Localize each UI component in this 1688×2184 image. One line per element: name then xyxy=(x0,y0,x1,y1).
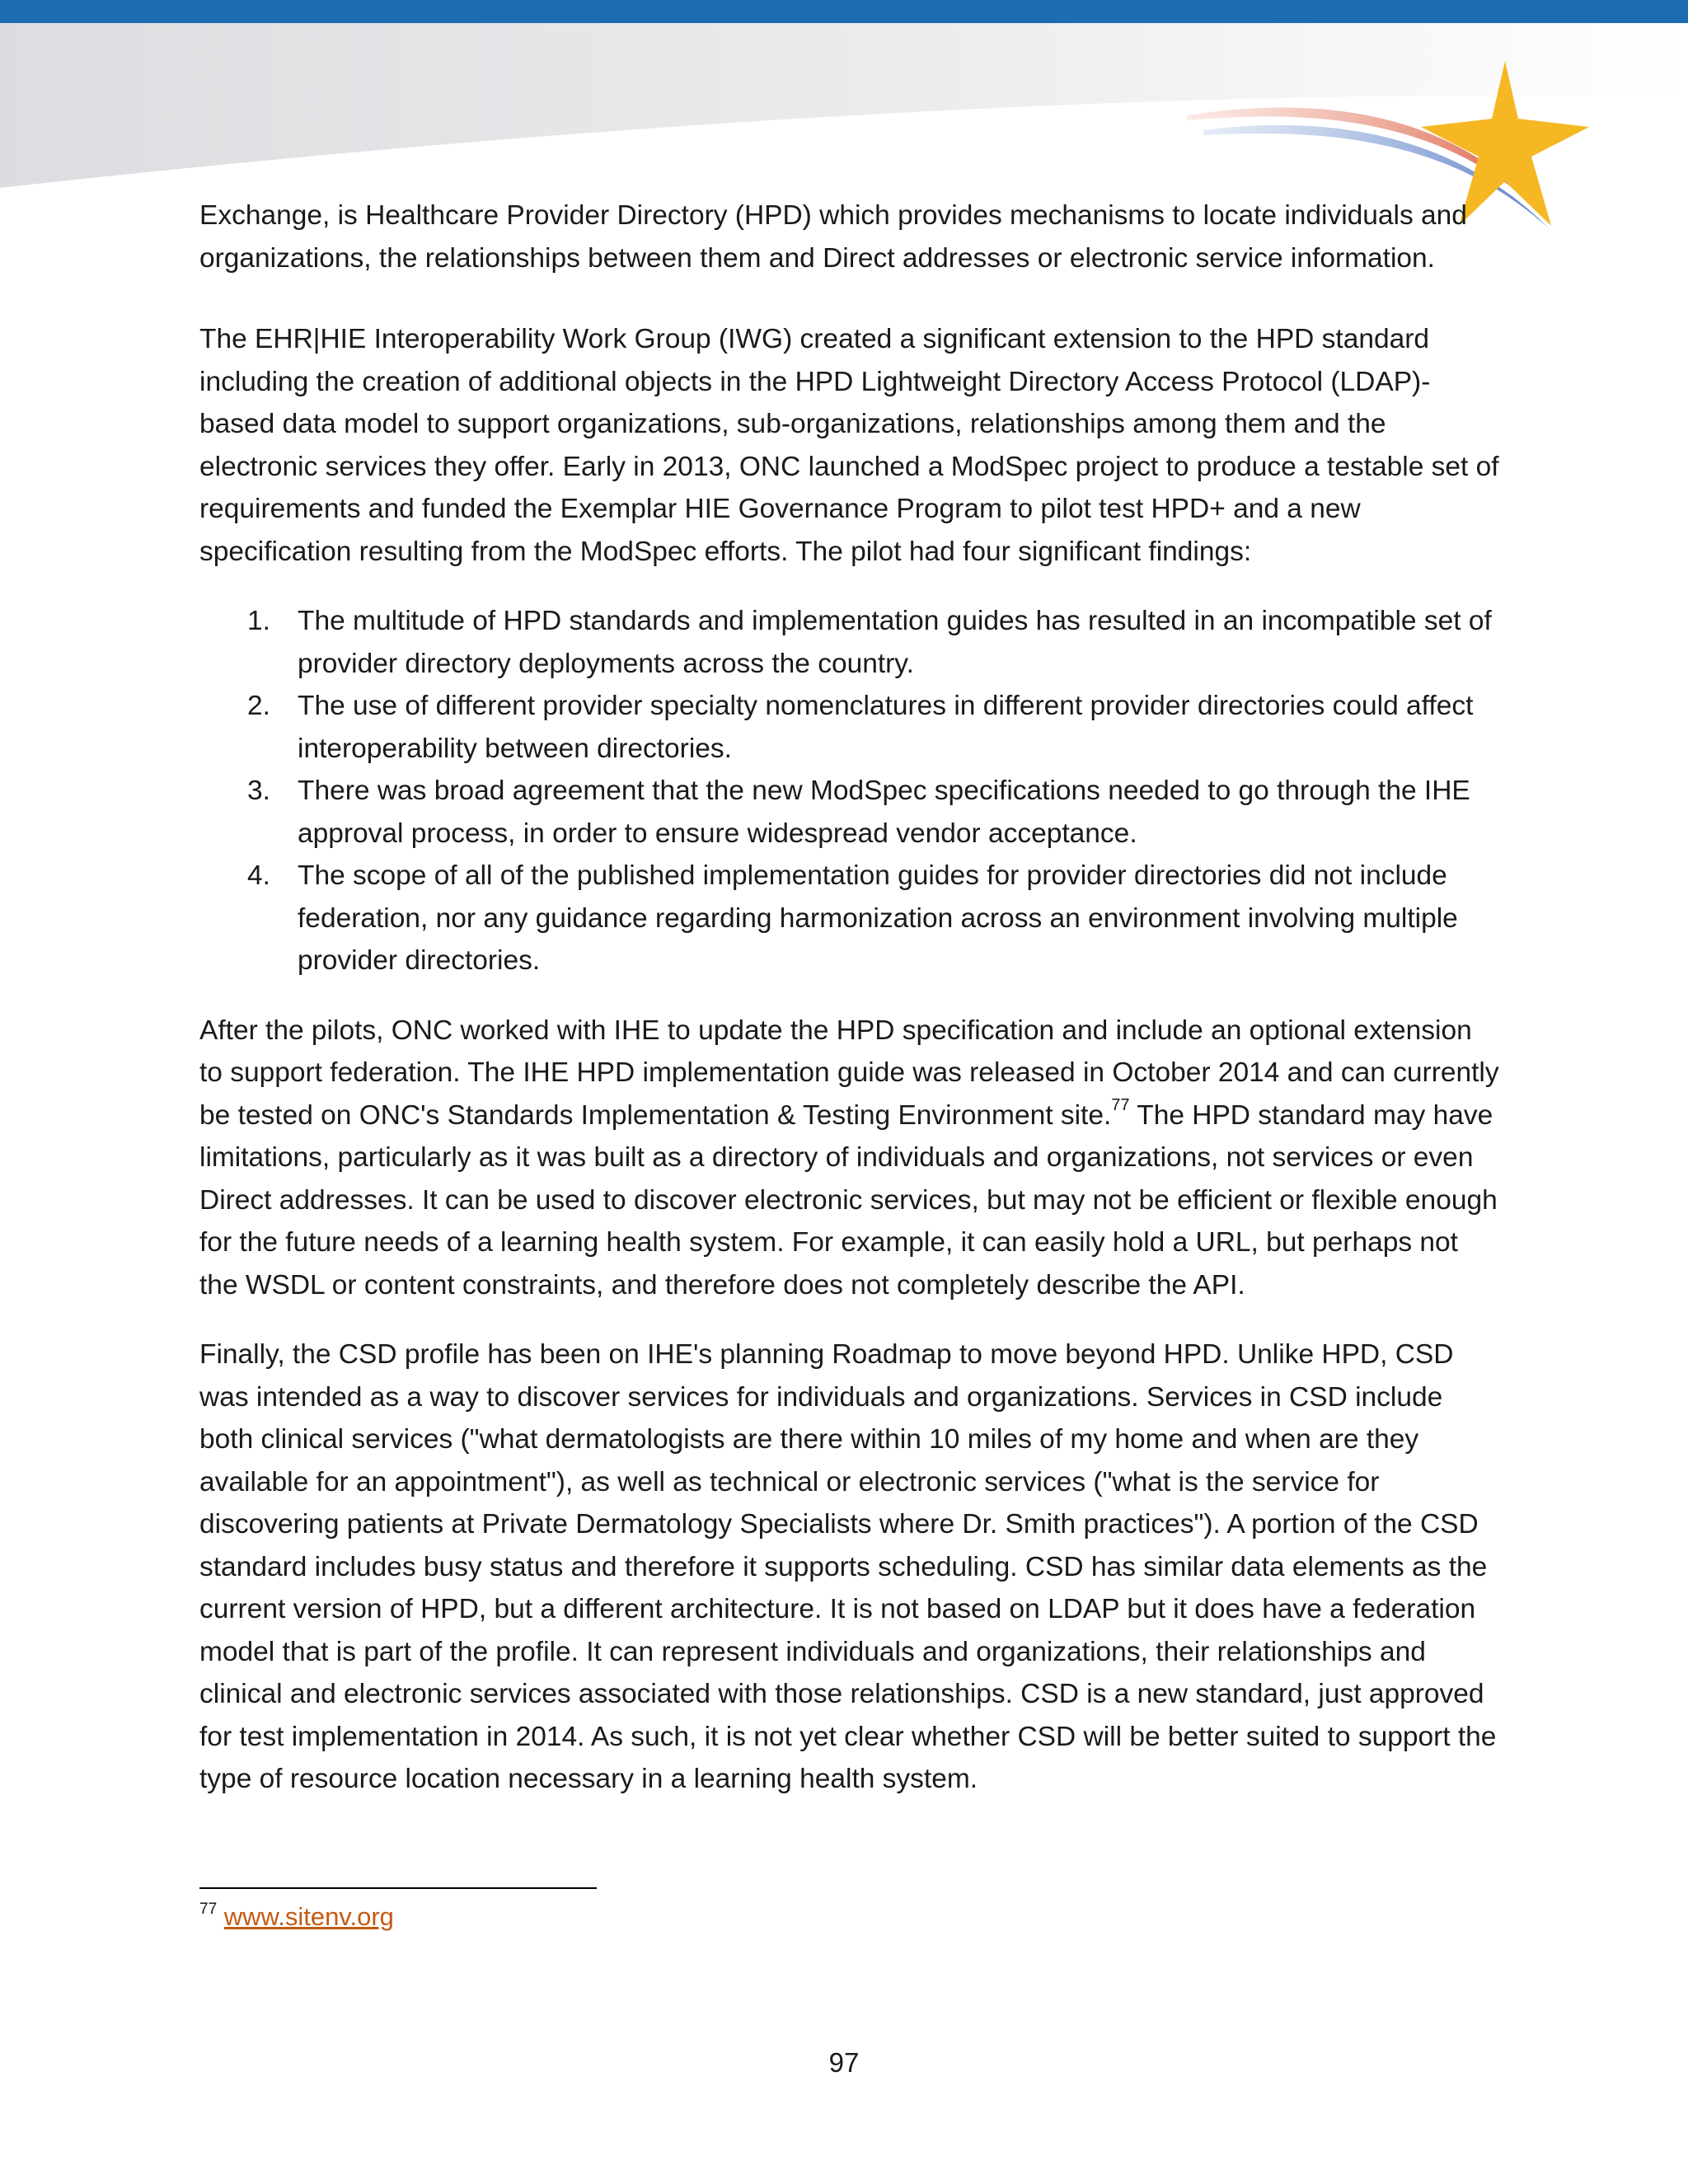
paragraph-hpd-intro: Exchange, is Healthcare Provider Directory (HPD) which provides mechanisms to locate individuals and organizations, the relationships between them and Direct addresses or electronic service information. xyxy=(199,200,1467,274)
document-body xyxy=(199,194,1502,1801)
footnote-divider xyxy=(199,1887,597,1889)
paragraph-csd-profile: Finally, the CSD profile has been on IHE's planning Roadmap to move beyond HPD. Unlike HPD, CSD was intended as a way to discover services for individuals and organizations. Services in CSD include both clinical services ("what dermatologists are there within 10 miles of my home and when are they available for an appointment"), as well as technical or electronic services ("what is the service for discovering patients at Private Dermatology Specialists where Dr. Smith practices"). A portion of the CSD standard includes busy status and therefore it supports scheduling. CSD has similar data elements as the current version of HPD, but a different architecture. It is not based on LDAP but it does have a federation model that is part of the profile. It can represent individuals and organizations, their relationships and clinical and electronic services associated with those relationships. CSD is a new standard, just approved for test implementation in 2014. As such, it is not yet clear whether CSD will be better suited to support the type of resource location necessary in a learning health system. xyxy=(199,1339,1497,1794)
list-item-number: 4. xyxy=(247,860,270,891)
header-top-bar xyxy=(0,0,1688,23)
footnote xyxy=(199,1900,394,1938)
list-item-text: The multitude of HPD standards and implementation guides has resulted in an incompatible set of provider directory deployments across the country. xyxy=(298,606,1492,679)
footnote-link[interactable]: www.sitenv.org xyxy=(223,1902,394,1931)
list-item-text: The scope of all of the published implementation guides for provider directories did not include federation, nor any guidance regarding harmonization across an environment involving multiple provider directories. xyxy=(298,860,1458,976)
paragraph-iwg-extension: The EHR|HIE Interoperability Work Group (IWG) created a significant extension to the HPD standard including the creation of additional objects in the HPD Lightweight Directory Access Protocol (LDAP)-based data model to support organizations, sub-organizations, relationships among them and the electronic services they offer. Early in 2013, ONC launched a ModSpec project to produce a testable set of requirements and funded the Exemplar HIE Governance Program to pilot test HPD+ and a new specification resulting from the ModSpec efforts. The pilot had four significant findings: xyxy=(199,324,1499,567)
footnote-reference[interactable]: 77 xyxy=(1111,1096,1130,1115)
page-number: 97 xyxy=(828,2047,860,2078)
list-item-text: There was broad agreement that the new ModSpec specifications needed to go through the IHE approval process, in order to ensure widespread vendor acceptance. xyxy=(298,776,1470,849)
list-item-number: 1. xyxy=(247,606,270,636)
list-item-text: The use of different provider specialty nomenclatures in different provider directories could affect interoperability between directories. xyxy=(298,691,1474,764)
footnote-number: 77 xyxy=(199,1900,218,1918)
paragraph-text: After the pilots, ONC worked with IHE to update the HPD specification and include an optional extension to support federation. The IHE HPD implementation guide was released in October 2014 and can currently be tested on ONC's Standards Implementation & Testing Environment site. xyxy=(199,1015,1499,1131)
paragraph-text: The HPD standard may have limitations, particularly as it was built as a directory of individuals and organizations, not services or even Direct addresses. It can be used to discover electronic services, but may not be efficient or flexible enough for the future needs of a learning health system. For example, it can easily hold a URL, but perhaps not the WSDL or content constraints, and therefore does not completely describe the API. xyxy=(199,1099,1498,1301)
list-item xyxy=(199,770,1502,855)
list-item xyxy=(199,600,1502,685)
list-item xyxy=(199,685,1502,770)
list-item-number: 3. xyxy=(247,776,270,806)
list-item-number: 2. xyxy=(247,691,270,721)
list-item xyxy=(199,855,1502,982)
findings-list xyxy=(199,600,1502,982)
paragraph-after-pilots xyxy=(199,1010,1502,1307)
